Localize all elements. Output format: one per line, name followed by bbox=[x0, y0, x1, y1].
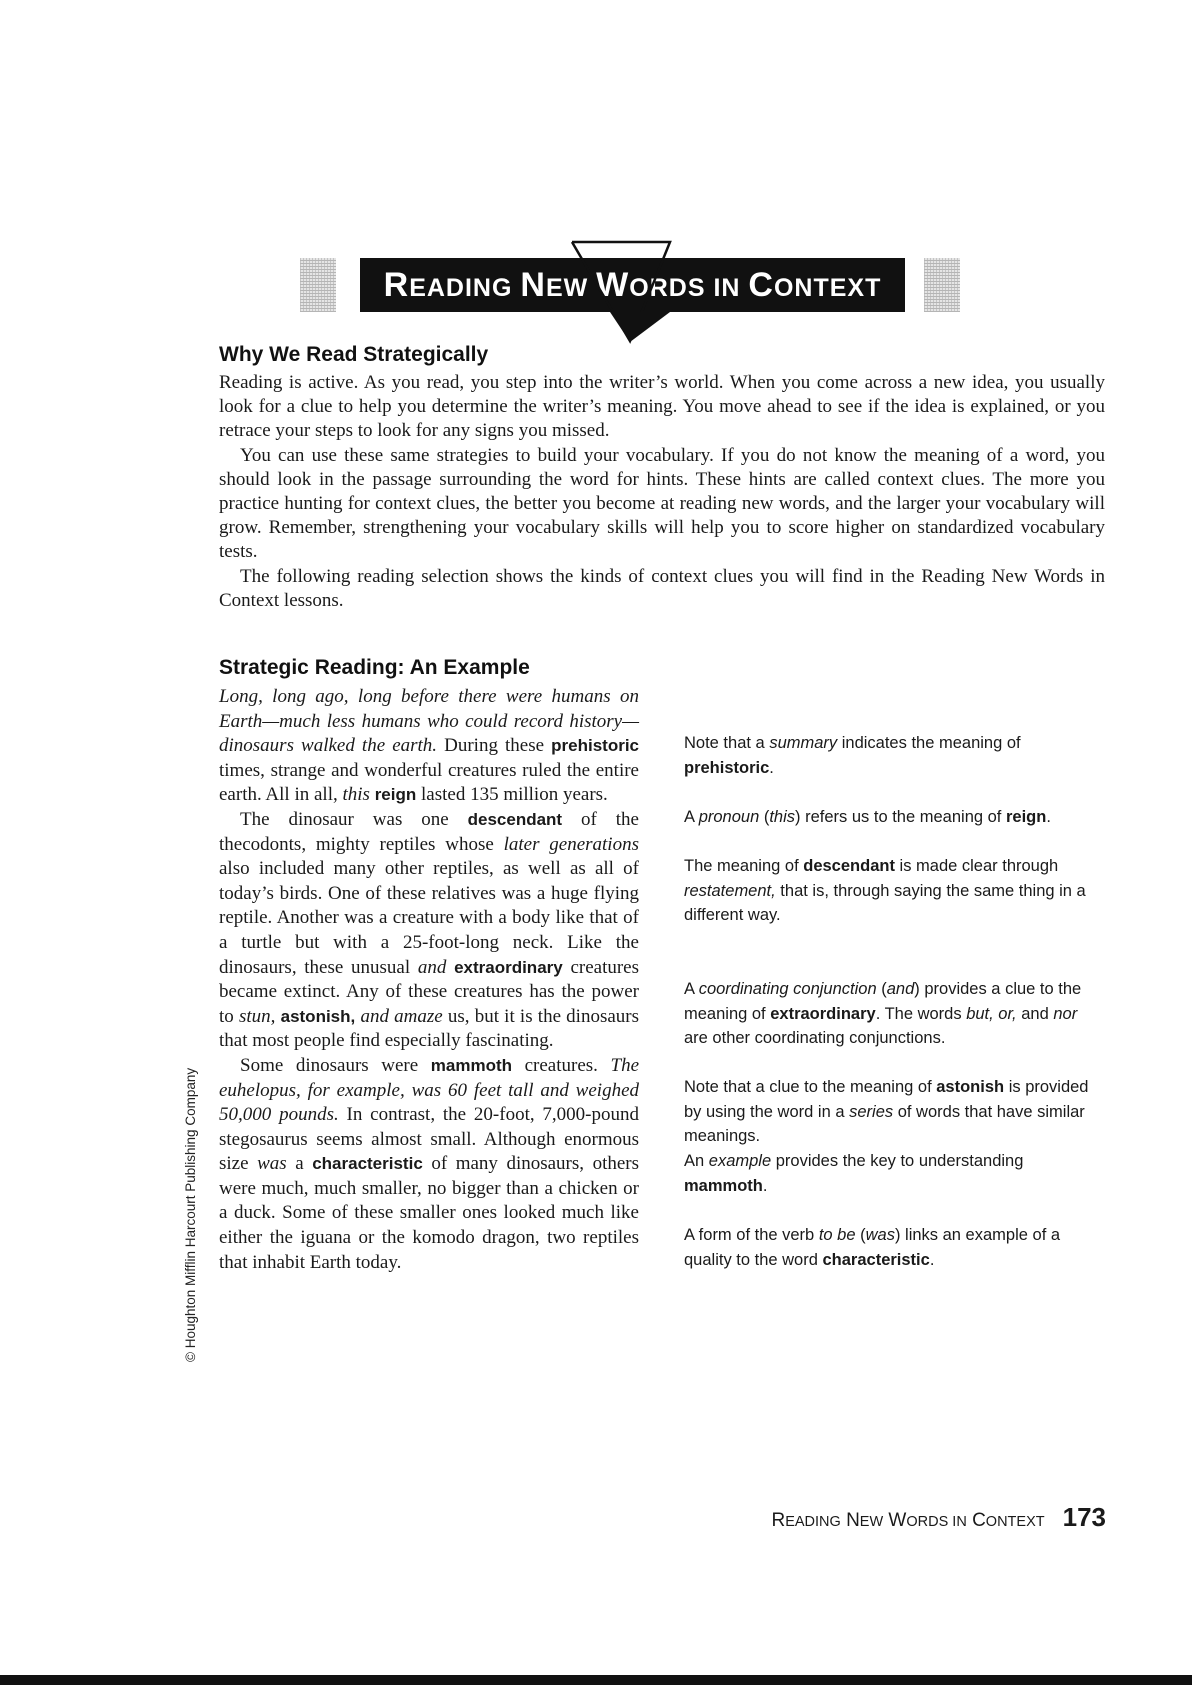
passage-paragraph-1: Long, long ago, long before there were humans on Earth—much less humans who could record history—dinosaurs walked the earth. During these prehistoric times, strange and wonderful creatures ruled the entire earth. All in all, this reign lasted 135 million years. bbox=[219, 686, 639, 806]
note-descendant: The meaning of descendant is made clear through restatement, that is, through saying the same thing in a different way. bbox=[684, 857, 1086, 925]
copyright-notice: © Houghton Mifflin Harcourt Publishing Company bbox=[183, 1067, 198, 1362]
intro-heading: Why We Read Strategically bbox=[219, 343, 489, 366]
bottom-rule bbox=[0, 1675, 1192, 1685]
banner-title bbox=[360, 258, 905, 312]
note-mammoth: An example provides the key to understanding mammoth. bbox=[684, 1152, 1024, 1195]
banner-smallcaps: READING NEW WORDS IN CONTEXT bbox=[383, 265, 882, 304]
page-number: 173 bbox=[1062, 1502, 1106, 1532]
intro-paragraph-3: The following reading selection shows the kinds of context clues you will find in the Reading New Words in Context lessons. bbox=[219, 565, 1105, 611]
passage-paragraph-2: The dinosaur was one descendant of the thecodonts, mighty reptiles whose later generations also included many other reptiles, as well as all of today’s birds. One of these relatives was a huge flying reptile. Another was a creature with a body like that of a turtle but with a 25-foot-long neck. Like the dinosaurs, these unusual and extraordinary creatures became extinct. Any of these creatures has the power to stun, astonish, and amaze us, but it is the dinosaurs that most people find especially fascinating. bbox=[219, 808, 640, 1052]
note-prehistoric: Note that a summary indicates the meaning of prehistoric. bbox=[684, 734, 1021, 777]
intro-text bbox=[219, 371, 1105, 613]
example-passage bbox=[219, 685, 639, 1275]
note-extraordinary: A coordinating conjunction (and) provides a clue to the meaning of extraordinary. The words but, or, and nor are other coordinating conjunctions. bbox=[684, 980, 1082, 1048]
intro-paragraph-1: Reading is active. As you read, you step into the writer’s world. When you come across a new idea, you usually look for a clue to help you determine the writer’s meaning. You move ahead to see if the idea is explained, or you retrace your steps to look for any signs you missed. bbox=[219, 372, 1105, 442]
banner-hatch-right bbox=[924, 258, 960, 312]
footer-title: READING NEW WORDS IN CONTEXT bbox=[771, 1510, 1045, 1531]
section-banner bbox=[300, 238, 960, 348]
note-reign: A pronoun (this) refers us to the meaning of reign. bbox=[684, 808, 1051, 826]
note-characteristic: A form of the verb to be (was) links an example of a quality to the word characteristic. bbox=[684, 1226, 1061, 1269]
note-astonish: Note that a clue to the meaning of astonish is provided by using the word in a series of words that have similar meanings. bbox=[684, 1078, 1089, 1146]
passage-paragraph-3: Some dinosaurs were mammoth creatures. The euhelopus, for example, was 60 feet tall and weighed 50,000 pounds. In contrast, the 20-foot, 7,000-pound stegosaurus seems almost small. Although enormous size was a characteristic of many dinosaurs, others were much, much smaller, no bigger than a chicken or a duck. Some of these smaller ones looked much like either the iguana or the komodo dragon, two reptiles that inhabit Earth today. bbox=[219, 1054, 640, 1273]
page-footer bbox=[771, 1502, 1106, 1533]
intro-paragraph-2: You can use these same strategies to build your vocabulary. If you do not know the meaning of a word, you should look in the passage surrounding the word for hints. These hints are called context clues. The more you practice hunting for context clues, the better you become at reading new words, and the larger your vocabulary will grow. Remember, strengthening your vocabulary skills will help you to score higher on standardized vocabulary tests. bbox=[219, 444, 1105, 563]
banner-hatch-left bbox=[300, 258, 336, 312]
example-heading: Strategic Reading: An Example bbox=[219, 656, 530, 679]
